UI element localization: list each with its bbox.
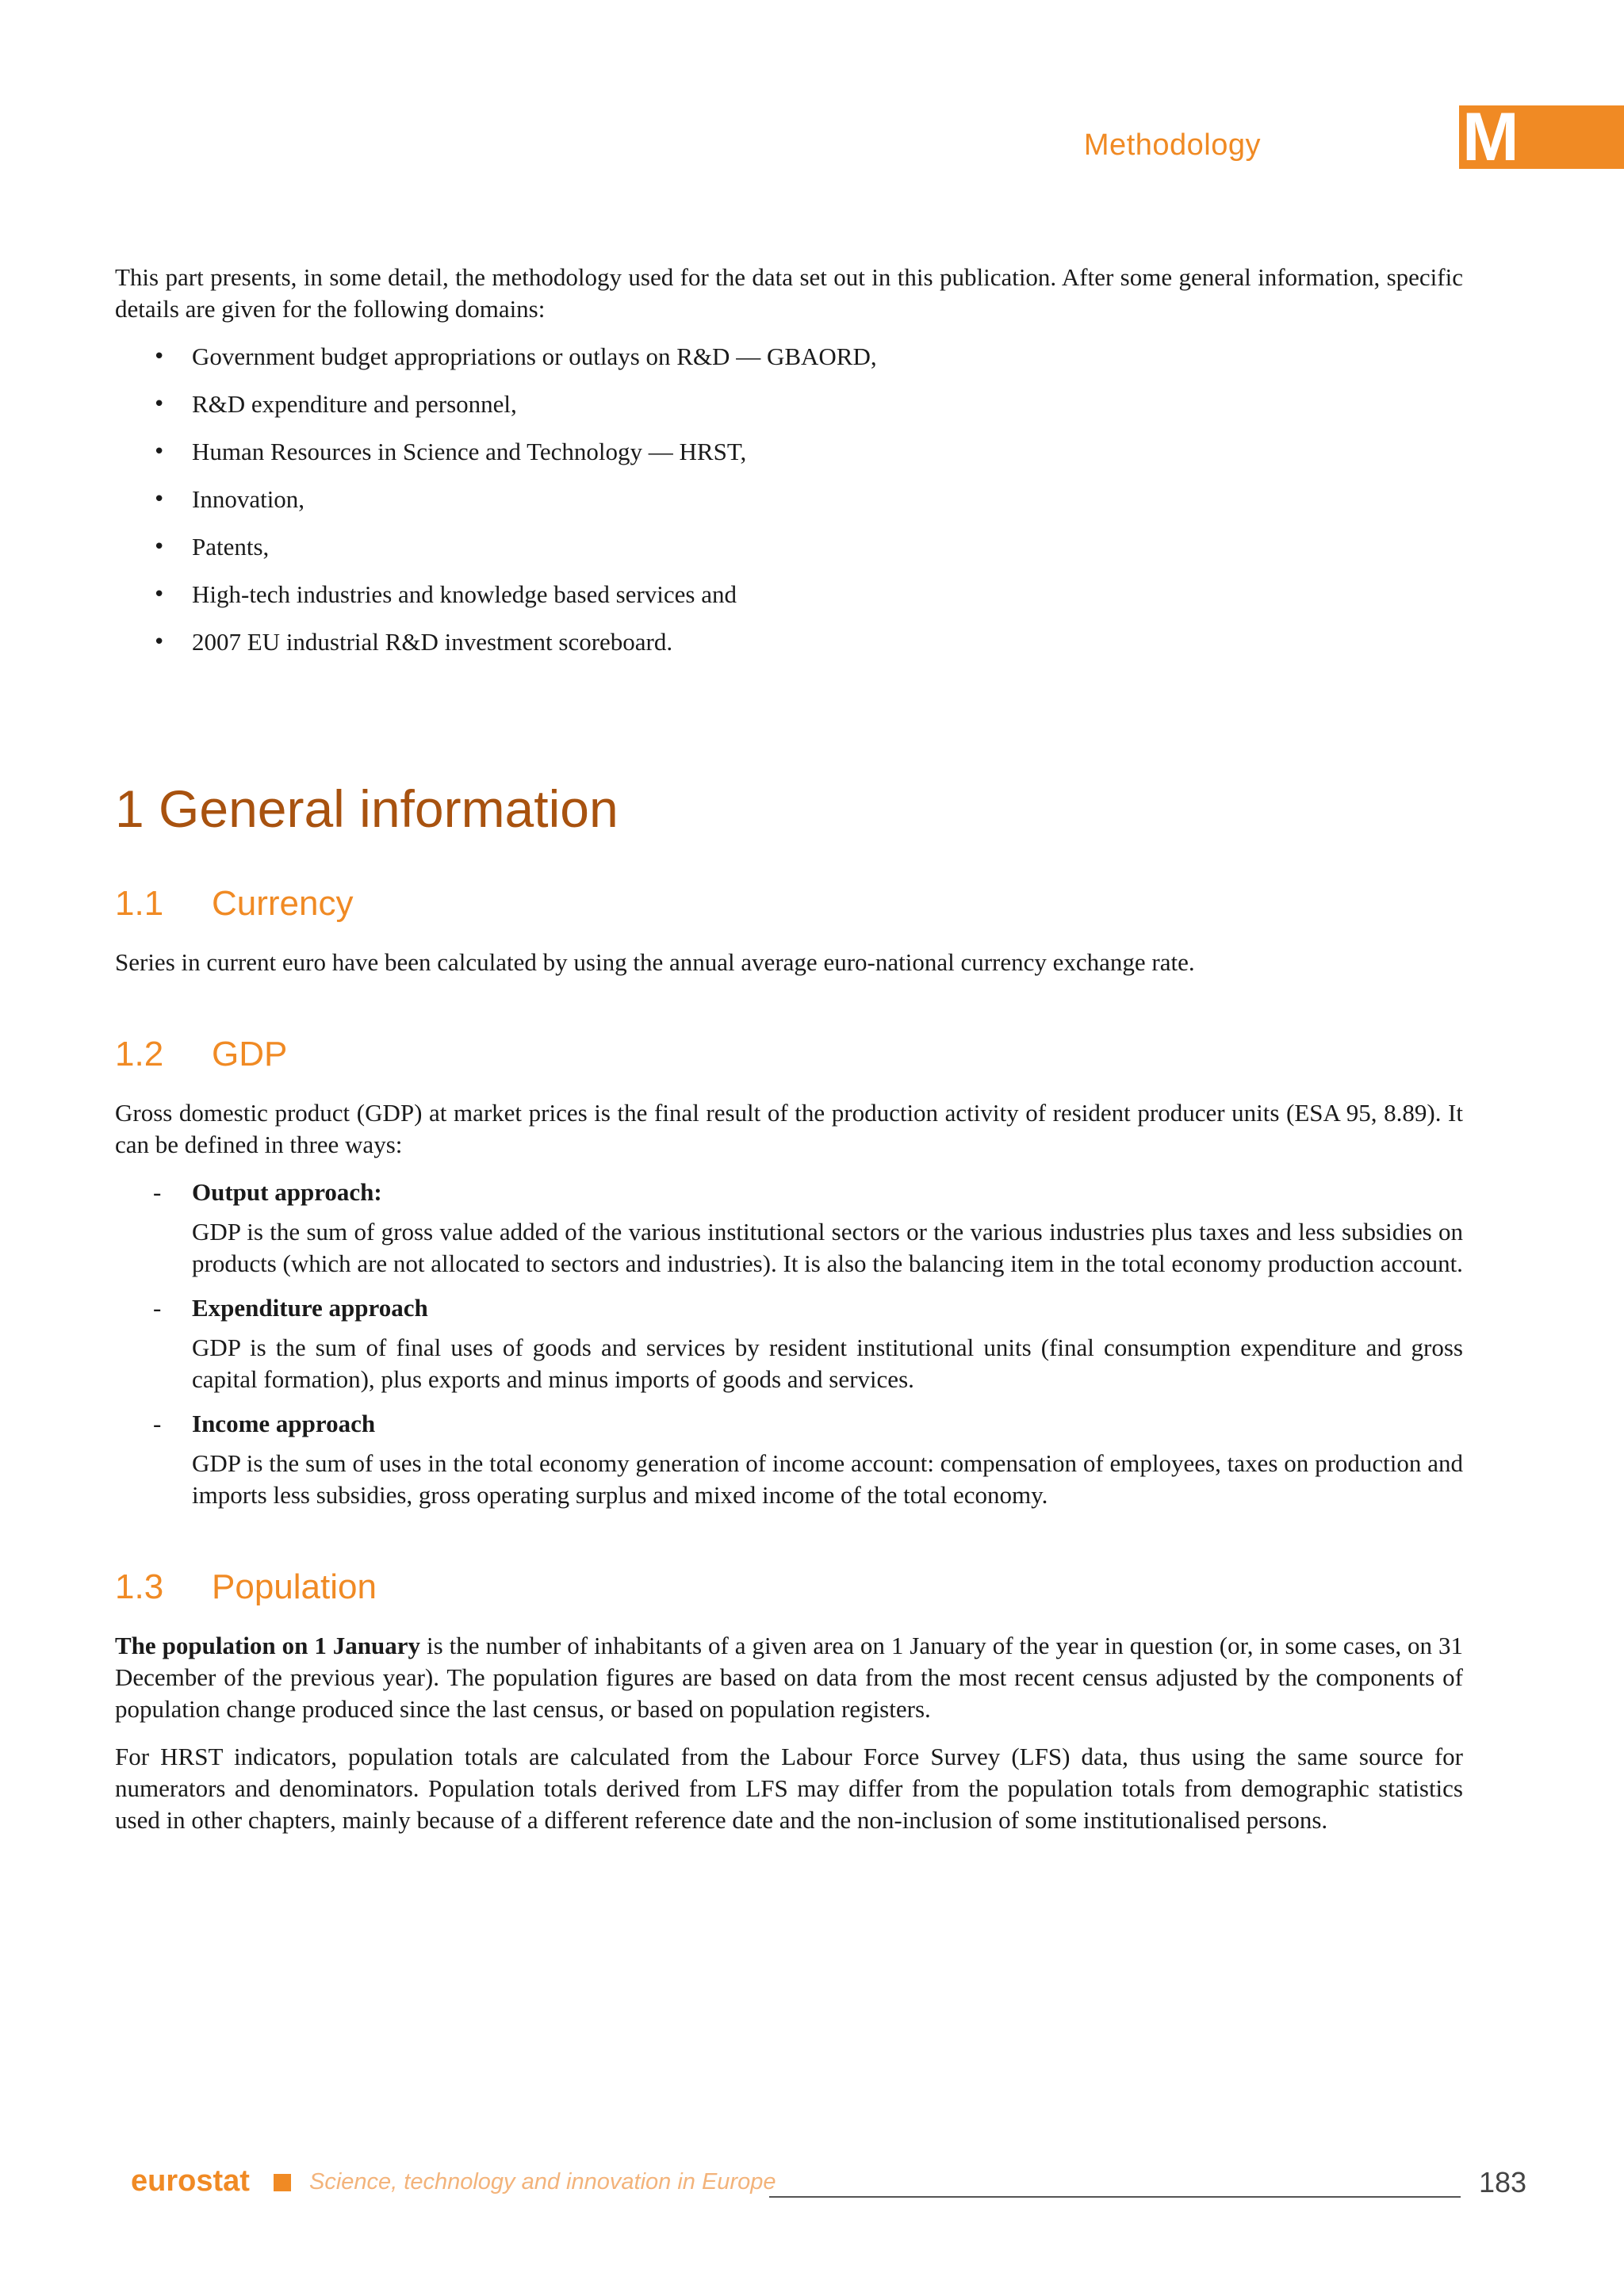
list-item-text: Patents, [192,533,270,561]
dash-marker: - [153,1410,162,1437]
list-item-text: 2007 EU industrial R&D investment scoreboard. [192,628,673,656]
approach-description: GDP is the sum of gross value added of the various institutional sectors or the various industries plus taxes and less subsidies on products (which are not allocated to sectors and industries). It is also the balancing item in the total economy production account. [192,1218,1463,1277]
logo-square-icon [274,2174,291,2191]
bullet-icon: • [153,583,166,607]
list-item [115,626,1463,658]
bullet-icon: • [153,345,166,369]
section-population [115,1567,1463,1836]
bullet-icon: • [153,392,166,416]
list-item [115,579,1463,610]
list-item-text: High-tech industries and knowledge based services and [192,580,737,608]
bullet-icon: • [153,630,166,654]
list-item [115,1177,1463,1280]
publication-title: Science, technology and innovation in Europe [309,2169,776,2195]
list-item-text: R&D expenditure and personnel, [192,390,517,418]
domain-list [115,341,1463,658]
list-item-text: Innovation, [192,485,305,513]
eurostat-logo: eurostat [131,2164,250,2198]
bullet-icon: • [153,535,166,559]
approach-term: Output approach: [192,1178,382,1206]
section-heading [115,1567,1463,1608]
list-item [115,531,1463,563]
section-number: 1.2 [115,1035,164,1073]
section-gdp [115,1034,1463,1511]
paragraph-text: is the number of inhabitants of a given area on 1 January of the year in question (or, in some cases, on 31 December of the previous year). The population figures are based on data from the most recent census adjusted by the components of population change produced since the last census, or based on population registers. [115,1632,1464,1723]
section-paragraph: Series in current euro have been calculated by using the annual average euro-national currency exchange rate. [115,948,1195,976]
bold-lead-in: The population on 1 January [115,1632,421,1659]
list-item [115,388,1463,420]
list-item [115,484,1463,515]
chapter-tab [1459,99,1624,175]
list-item-text: Human Resources in Science and Technology — HRST, [192,438,747,465]
list-item-text: Government budget appropriations or outlays on R&D — GBAORD, [192,342,877,370]
page-number: 183 [1479,2166,1527,2198]
list-item [115,436,1463,468]
bullet-icon: • [153,488,166,511]
approach-description: GDP is the sum of uses in the total economy generation of income account: compensation of employees, taxes on production and imports less subsidies, gross operating surplus and mixed income of the total economy. [192,1449,1463,1509]
section-paragraph [115,1630,1463,1725]
section-paragraph: For HRST indicators, population totals are calculated from the Labour Force Survey (LFS) data, thus using the same source for numerators and denominators. Population totals derived from LFS may differ from the population totals from demographic statistics used in other chapters, mainly because of a different reference date and the non-inclusion of some institutionalised persons. [115,1743,1463,1834]
dash-marker: - [153,1294,162,1322]
approach-list [115,1177,1463,1511]
page-footer [131,2164,1526,2204]
approach-description: GDP is the sum of final uses of goods and services by resident institutional units (final consumption expenditure and gross capital formation), plus exports and minus imports of goods and services. [192,1334,1463,1393]
section-title: Currency [212,884,354,923]
approach-term: Expenditure approach [192,1294,428,1322]
list-item [115,341,1463,373]
bullet-icon: • [153,440,166,464]
section-currency [115,883,1463,978]
page-content [115,262,1463,1892]
section-number: 1.3 [115,1567,164,1606]
running-header-title: Methodology [1083,128,1261,162]
section-heading [115,1034,1463,1075]
section-paragraph: Gross domestic product (GDP) at market prices is the final result of the production activity of resident producer units (ESA 95, 8.89). It can be defined in three ways: [115,1099,1463,1158]
dash-marker: - [153,1178,162,1206]
section-title: Population [212,1567,377,1606]
chapter-tab-letter: M [1462,99,1519,175]
intro-paragraph: This part presents, in some detail, the methodology used for the data set out in this publication. After some general information, specific details are given for the following domains: [115,263,1463,323]
approach-term: Income approach [192,1410,376,1437]
chapter-heading: 1 General information [115,779,619,838]
section-number: 1.1 [115,884,164,923]
section-heading [115,883,1463,924]
section-title: GDP [212,1035,288,1073]
list-item [115,1292,1463,1395]
list-item [115,1408,1463,1511]
footer-rule [769,2196,1461,2198]
